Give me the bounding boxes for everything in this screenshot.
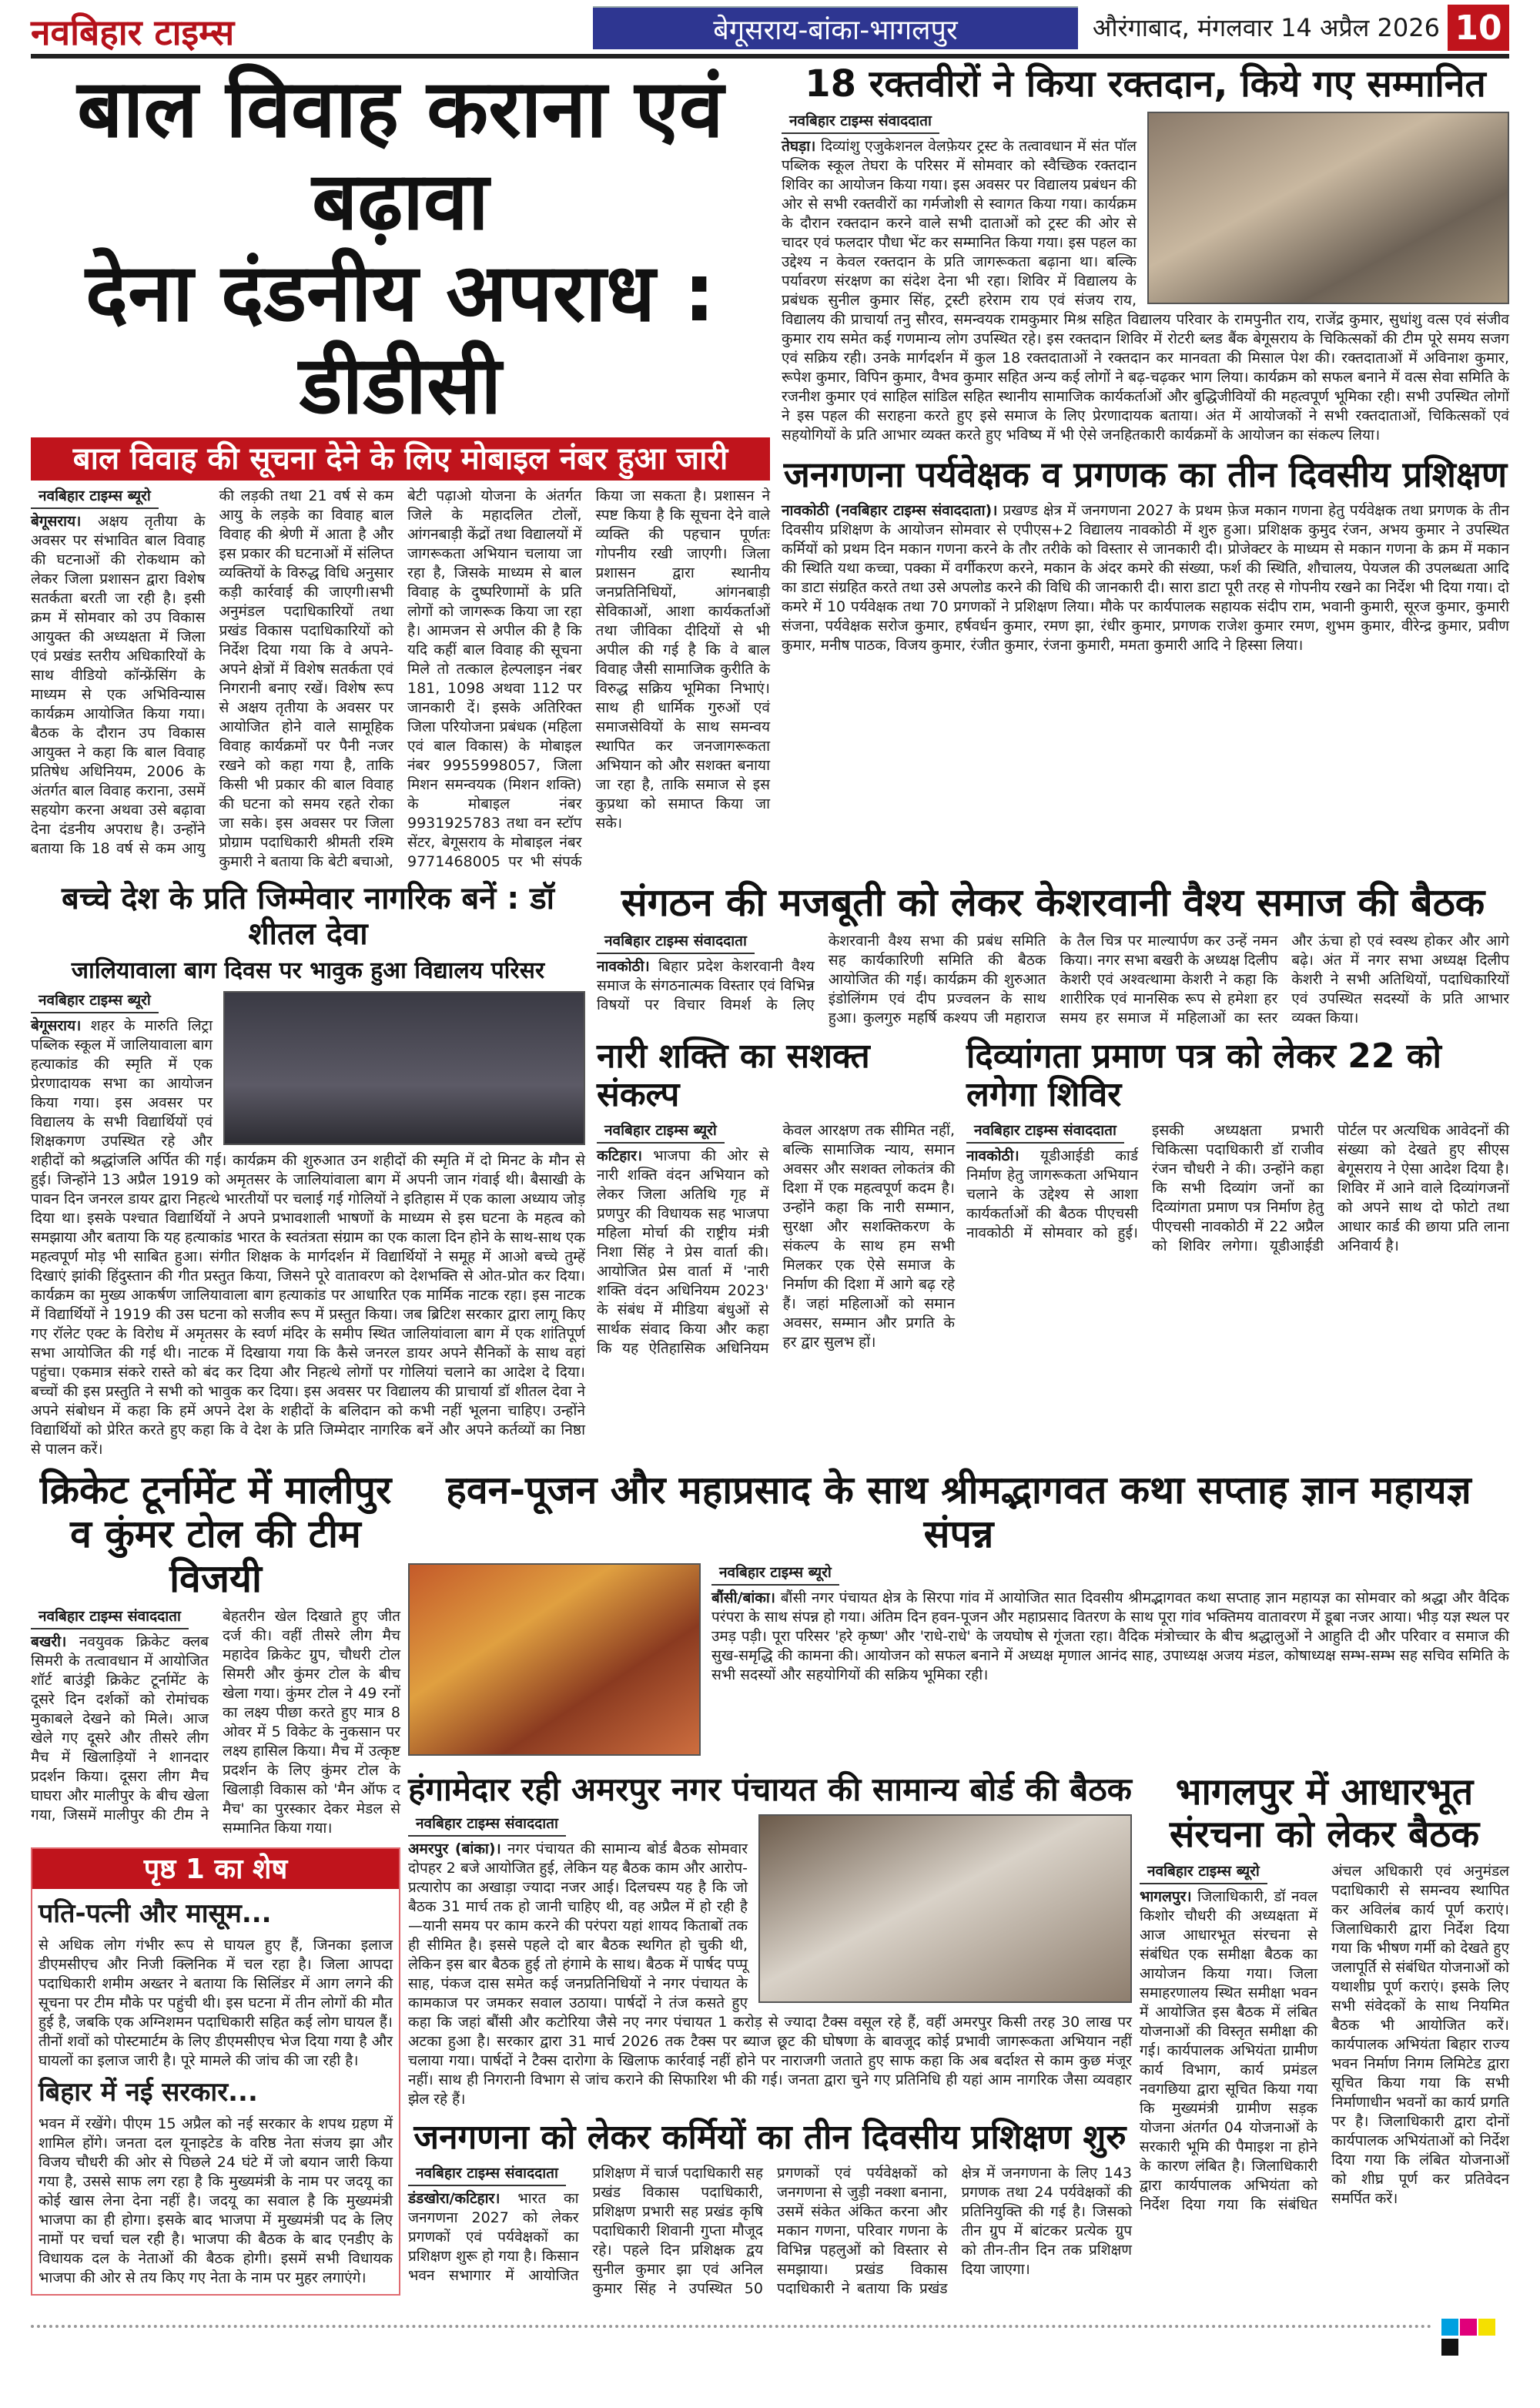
vaishya-headline: संगठन की मजबूती को लेकर केशरवानी वैश्य समाज की बैठक	[621, 880, 1485, 926]
cmyk-registration-marks	[1440, 2319, 1509, 2359]
continuation-text-2: भवन में रखेंगे। पीएम 15 अप्रैल को नई सरकार के शपथ ग्रहण में शामिल होंगे। जनता दल यूनाइटेड के वरिष्ठ नेता संजय झा और विजय चौधरी की ओर से पिछले 24 घंटे में जो बयान जारी किया गया है, उससे साफ लग रहा है कि मुख्यमंत्री के नाम पर जदयू का कोई खास लेना देना नहीं है। जदयू का सवाल है कि मुख्यमंत्री भाजपा का ही होगा। इसके बाद भाजपा में मुख्यमंत्री पद के लिए नामों पर चर्चा चल रही है। भाजपा की बैठक के बाद एनडीए के विधायक दल के नेताओं की बैठक होगी। इसमें सभी विधायक भाजपा की ओर से तय किए गए नेता के नाम पर मुहर लगाएंगे।	[38, 2115, 393, 2286]
article-text: यूडीआईडी कार्ड निर्माण हेतु जागरूकता अभियान चलाने के उद्देश्य से आशा कार्यकर्ताओं की बैठक पीएचसी नावकोठी में सोमवार को हुई। इसकी अध्यक्षता प्रभारी चिकित्सा पदाधिकारी डॉ राजीव रंजन चौधरी ने की। उन्होंने कहा कि सभी दिव्यांग जनों का दिव्यांगता प्रमाण पत्र निर्माण हेतु पीएचसी नावकोठी में 22 अप्रैल को शिविर लगेगा। यूडीआईडी पोर्टल पर अत्यधिक आवेदनों की संख्या को देखते हुए सीएस बेगूसराय ने ऐसा आदेश दिया है। शिविर में आने वाले दिव्यांगजनों को अपने साथ दो फोटो तथा आधार कार्ड की छाया प्रति लाना अनिवार्य है।	[966, 1122, 1509, 1255]
census-body	[782, 501, 1509, 655]
masthead-rule	[31, 54, 1509, 59]
cricket-article	[31, 1469, 400, 1839]
vaishya-article	[597, 881, 1509, 1028]
blood-headline: 18 रक्तवीरों ने किया रक्तदान, किये गए सम्मानित	[805, 62, 1486, 105]
jallianwala-headline: बच्चे देश के प्रति जिम्मेवार नागरिक बनें : डॉ शीतल देवा	[61, 881, 554, 953]
continuation-title: पृष्ठ 1 का शेष	[32, 1849, 399, 1889]
article-text: नगर पंचायत की सामान्य बोर्ड बैठक सोमवार दोपहर 2 बजे आयोजित हुई, लेकिन यह बैठक काम और आरोप-प्रत्यारोप का अखाड़ा ज्यादा नजर आई। दिलचस्प यह है कि जो बैठक 31 मार्च तक हो जानी चाहिए थी, वह अप्रैल में हो रही है—यानी समय पर काम करने की परंपरा यहां शायद किताबों तक ही सीमित है। इससे पहले दो बार बैठक स्थगित हो चुकी थी, लेकिन इस बार बैठक हुई तो हंगामे के साथ। बैठक में पार्षद पप्पू साह, पंकज दास समेत कई जनप्रतिनिधियों ने नगर पंचायत के कामकाज पर जमकर सवाल उठाया। पार्षदों ने तंज कसते हुए कहा कि जहां बौंसी और कटोरिया जैसे नए नगर पंचायत 1 करोड़ से ज्यादा टैक्स वसूल रहे हैं, वहीं अमरपुर किसी तरह 30 लाख पर अटका हुआ है। सरकार द्वारा 31 मार्च 2026 तक टैक्स पर ब्याज छूट की घोषणा के बावजूद कोई प्रभावी जागरूकता अभियान नहीं चलाया गया। पार्षदों ने टैक्स दारोगा के खिलाफ कार्रवाई नहीं होने पर नाराजगी जताते हुए साफ कहा कि अब बर्दाश्त से काम कुछ मंजूर नहीं। साथ ही निगरानी विभाग से जांच कराने की सिफारिश भी की गई। जनता द्वारा चुने गए प्रतिनिधि ही यहां आम नागरिक जैसा व्यवहार झेल रहे हैं।	[408, 1840, 1132, 2108]
havan-body	[408, 1563, 1509, 1762]
bhagalpur-body	[1140, 1862, 1509, 2215]
amarpur-headline: हंगामेदार रही अमरपुर नगर पंचायत की सामान्य बोर्ड की बैठक	[408, 1770, 1132, 1808]
continuation-box	[31, 1847, 400, 2296]
cricket-headline: क्रिकेट टूर्नामेंट में मालीपुर व कुंमर टोल की टीम विजयी	[39, 1467, 392, 1601]
dateline-place: तेघड़ा।	[782, 138, 816, 156]
article-text: नवयुवक क्रिकेट क्लब सिमरी के तत्वावधान में आयोजित शॉर्ट बाउंड्री क्रिकेट टूर्नामेंट के दूसरे दिन दर्शकों को रोमांचक मुकाबले देखने को मिले। आज खेले गए दूसरे और तीसरे लीग मैच में खिलाड़ियों ने शानदार प्रदर्शन किया। दूसरा लीग मैच घाघरा और मालीपुर के बीच खेला गया, जिसमें मालीपुर की टीम ने बेहतरीन खेल दिखाते हुए जीत दर्ज की। वहीं तीसरे लीग मैच महादेव क्रिकेट ग्रुप, चौधरी टोल सिमरी और कुंमर टोल के बीच खेला गया। कुंमर टोल ने 49 रनों का लक्ष्य पीछा करते हुए मात्र 8 ओवर में 5 विकेट के नुकसान पर लक्ष्य हासिल किया। मैच में उत्कृष्ट प्रदर्शन के लिए कुंमर टोल के खिलाड़ी विकास को 'मैन ऑफ द मैच' का पुरस्कार देकर मेडल से सम्मानित किया गया।	[31, 1608, 400, 1837]
divyang-headline: दिव्यांगता प्रमाण पत्र को लेकर 22 को लगेगा शिविर	[966, 1036, 1441, 1115]
havan-headline: हवन-पूजन और महाप्रसाद के साथ श्रीमद्भागवत कथा सप्ताह ज्ञान महायज्ञ संपन्न	[446, 1467, 1471, 1557]
census-headline: जनगणना पर्यवेक्षक व प्रगणक का तीन दिवसीय प्रशिक्षण	[783, 454, 1508, 496]
dateline-place: भागलपुर।	[1140, 1888, 1192, 1906]
continuation-subhead-1: पति-पत्नी और मासूम...	[38, 1898, 272, 1930]
article-text: शहर के मारुति लिट्रा पब्लिक स्कूल में जालियावाला बाग हत्याकांड की स्मृति में एक प्रेरणादायक सभा का आयोजन किया गया। इस अवसर पर विद्यालय के सभी विद्यार्थियों एवं शिक्षकगण उपस्थित रहे और शहीदों को श्रद्धांजलि अर्पित की गई। कार्यक्रम की शुरुआत उन शहीदों की स्मृति में दो मिनट के मौन से हुई। जिन्होंने 13 अप्रैल 1919 को अमृतसर के जालियांवाला बाग में अपनी जान गंवाई थी। बैसाखी के पावन दिन जनरल डायर द्वारा निहत्थे भारतीयों पर चलाई गई गोलियों ने इतिहास में एक काला अध्याय जोड़ दिया था। इसके पश्चात विद्यार्थियों ने अपने प्रभावशाली भाषणों के माध्यम से इस घटना के महत्व को समझाया और बताया कि यह हत्याकांड भारत के स्वतंत्रता संग्राम का एक काला दिन होने के साथ-साथ एक महत्वपूर्ण मोड़ भी साबित हुआ। संगीत शिक्षक के मार्गदर्शन में विद्यार्थियों ने समूह में आओ बच्चे तुम्हें दिखाएं झांकी हिंदुस्तान की गीत प्रस्तुत किया, जिसने पूरे वातावरण को देशभक्ति से ओत-प्रोत कर दिया। कार्यक्रम का मुख्य आकर्षण जालियावाला बाग हत्याकांड पर आधारित एक मार्मिक नाटक रहा। इस नाटक में विद्यार्थियों ने 1919 की उस घटना को सजीव रूप में प्रस्तुत किया। जब ब्रिटिश सरकार द्वारा लागू किए गए रॉलेट एक्ट के विरोध में अमृतसर के स्वर्ण मंदिर के समीप स्थित जालियांवाला बाग में एक शांतिपूर्ण सभा आयोजित की गई थी। नाटक में दिखाया गया कि कैसे जनरल डायर अपने सैनिकों के साथ वहां पहुंचा। एकमात्र संकरे रास्ते को बंद कर दिया और निहत्थे लोगों पर गोलियां चलाने का आदेश दे दिया। बच्चों की इस प्रस्तुति ने सभी को भावुक कर दिया। इस अवसर पर विद्यालय की प्राचार्या डॉ शीतल देवा ने अपने संबोधन में कहा कि हमें अपने देश के शहीदों के बलिदान को कभी नहीं भूलना चाहिए। उन्होंने विद्यार्थियों को प्रेरित करते हुए कहा कि वे देश के प्रति जिम्मेदार नागरिक बनें और अपने कर्तव्यों का निष्ठा से पालन करें।	[31, 1016, 585, 1458]
dateline-place: बखरी।	[31, 1633, 67, 1651]
article-text: अक्षय तृतीया के अवसर पर संभावित बाल विवाह की घटनाओं की रोकथाम को लेकर जिला प्रशासन द्वारा विशेष सतर्कता बरती जा रही है। इसी क्रम में सोमवार को उप विकास आयुक्त की अध्यक्षता में जिला एवं प्रखंड स्तरीय अधिकारियों के साथ वीडियो कॉन्फ्रेंसिंग के माध्यम से एक अभिविन्यास कार्यक्रम आयोजित किया गया। बैठक के दौरान उप विकास आयुक्त ने कहा कि बाल विवाह प्रतिषेध अधिनियम, 2006 के अंतर्गत बाल विवाह कराना, उसमें सहयोग करना अथवा उसे बढ़ावा देना दंडनीय अपराध है। उन्होंने बताया कि 18 वर्ष से कम आयु की लड़की तथा 21 वर्ष से कम आयु के लड़के का विवाह बाल विवाह की श्रेणी में आता है और इस प्रकार की घटनाओं में संलिप्त व्यक्तियों के विरुद्ध विधि अनुसार कड़ी कार्रवाई की जाएगी।सभी अनुमंडल पदाधिकारियों तथा प्रखंड विकास पदाधिकारियों को निर्देश दिया गया कि वे अपने-अपने क्षेत्रों में विशेष सतर्कता एवं निगरानी बनाए रखें। विशेष रूप से अक्षय तृतीया के अवसर पर आयोजित होने वाले सामूहिक विवाह कार्यक्रमों पर पैनी नजर रखने को कहा गया है, ताकि किसी भी प्रकार की बाल विवाह की घटना को समय रहते रोका जा सके। इस अवसर पर जिला प्रोग्राम पदाधिकारी श्रीमती रश्मि कुमारी ने बताया कि बेटी बचाओ, बेटी पढ़ाओ योजना के अंतर्गत जिले के महादलित टोलों, आंगनबाड़ी केंद्रों तथा विद्यालयों में जागरूकता अभियान चलाया जा रहा है, जिसके माध्यम से बाल विवाह के दुष्परिणामों के प्रति लोगों को जागरूक किया जा रहा है। आमजन से अपील की है कि यदि कहीं बाल विवाह की सूचना मिले तो तत्काल हेल्पलाइन नंबर 181, 1098 अथवा 112 पर जानकारी दें। इसके अतिरिक्त जिला परियोजना प्रबंधक (महिला एवं बाल विकास) के मोबाइल नंबर 9955998057, जिला मिशन समन्वयक (मिशन शक्ति) के मोबाइल नंबर 9931925783 तथा वन स्टॉप सेंटर, बेगूसराय के मोबाइल नंबर 9771468005 पर भी संपर्क किया जा सकता है। प्रशासन ने स्पष्ट किया है कि सूचना देने वाले व्यक्ति की पहचान पूर्णतः गोपनीय रखी जाएगी। जिला प्रशासन द्वारा स्थानीय जनप्रतिनिधियों, आंगनबाड़ी सेविकाओं, आशा कार्यकर्ताओं तथा जीविका दीदियों से भी अपील की गई है कि वे बाल विवाह जैसी सामाजिक कुरीति के विरुद्ध सक्रिय भूमिका निभाएं। साथ ही धार्मिक गुरुओं एवं समाजसेवियों के साथ समन्वय स्थापित कर जनजागरूकता अभियान को और सशक्त बनाया जा रहा है, ताकि समाज से इस कुप्रथा को समाप्त किया जा सके।	[31, 487, 770, 871]
amarpur-body	[408, 1814, 1132, 2109]
divyang-body	[966, 1121, 1509, 1256]
devotees-photo	[408, 1563, 701, 1756]
amarpur-article	[408, 1771, 1132, 2109]
havan-article	[408, 1469, 1509, 1762]
article-text: दिव्यांशु एजुकेशनल वेलफ़ेयर ट्रस्ट के तत्वावधान में संत पॉल पब्लिक स्कूल तेघरा के परिसर में सोमवार को स्वैच्छिक रक्तदान शिविर का आयोजन किया गया। इस अवसर पर विद्यालय प्रबंधन की ओर से सभी रक्तवीरों का गर्मजोशी से स्वागत किया गया। कार्यक्रम के दौरान रक्तदान करने वाले सभी दाताओं को ट्रस्ट की ओर से चादर एवं फलदार पौधा भेंट कर सम्मानित किया गया। इस पहल का उद्देश्य न केवल रक्तदान के प्रति जागरूकता बढ़ाना था। बल्कि पर्यावरण संरक्षण का संदेश देना भी रहा। शिविर में विद्यालय के प्रबंधक सुनील कुमार सिंह, ट्रस्टी हरेराम राय एवं संजय राय, विद्यालय की प्राचार्या तनु सौरव, समन्वयक रामकुमार मिश्र सहित विद्यालय परिवार के रामपुनीत राय, राजेंद्र कुमार, सुधांशु वत्स एवं संजीव कुमार राय समेत कई गणमान्य लोग उपस्थित रहे। इस रक्तदान शिविर में रोटरी ब्लड बैंक बेगूसराय के चिकित्सकों की टीम पूरे समय सजग एवं सक्रिय रही। उनके मार्गदर्शन में कुल 18 रक्तदाताओं ने रक्तदान कर मानवता की मिसाल पेश की। रक्तदाताओं में अविनाश कुमार, रूपेश कुमार, विपिन कुमार, वैभव कुमार सहित अन्य कई लोगों ने बढ़-चढ़कर भाग लिया। कार्यक्रम को सफल बनाने में वत्स सेवा समिति के रजनीश कुमार एवं साहिल सांडिल सहित स्थानीय सामाजिक कार्यकर्ताओं और बुद्धिजीवियों की महत्वपूर्ण भूमिका रही। सभी उपस्थित लोगों ने इस पहल की सराहना करते हुए इसे समाज के लिए प्रेरणादायक बताया। अंत में आयोजकों ने सभी रक्तदाताओं, चिकित्सकों एवं सहयोगियों के प्रति आभार व्यक्त करते हुए भविष्य में भी ऐसे जनहितकारी कार्यक्रमों के आयोजन का संकल्प लिया।	[782, 138, 1509, 444]
continuation-text-1: से अधिक लोग गंभीर रूप से घायल हुए हैं, जिनका इलाज डीएमसीएच और निजी क्लिनिक में चल रहा है। जिला आपदा पदाधिकारी शमीम अख्तर ने बताया कि सिलिंडर में आग लगने की सूचना पर टीम मौके पर पहुंची थी। इस घटना में तीन लोगों की मौत हुई है, जबकि एक अग्निशमन पदाधिकारी सहित कई लोग घायल हैं। तीनों शवों को पोस्टमार्टम के लिए डीएमसीएच भेज दिया गया है और घायलों का इलाज जारी है। पूरे मामले की जांच की जा रही है।	[38, 1937, 393, 2070]
dateline-place: बौंसी/बांका।	[711, 1589, 775, 1606]
footer-dotted-rule	[31, 2325, 1432, 2328]
jallianwala-body	[31, 991, 585, 1459]
continuation-subhead-2: बिहार में नई सरकार...	[38, 2077, 258, 2108]
right-column-middle	[597, 881, 1509, 1358]
lead-headline-line2: देना दंडनीय अपराध : डीडीसी	[85, 246, 715, 432]
byline: नवबिहार टाइम्स संवाददाता	[782, 112, 939, 134]
right-column-bottom	[408, 1469, 1509, 2308]
vaishya-body	[597, 932, 1509, 1028]
nari-headline: नारी शक्ति का सशक्त संकल्प	[597, 1036, 870, 1115]
school-event-photo	[223, 991, 585, 1145]
jallianwala-subheadline: जालियावाला बाग दिवस पर भावुक हुआ विद्यालय परिसर	[71, 957, 545, 985]
blood-body	[782, 112, 1509, 445]
blood-article	[782, 63, 1509, 445]
dateline-place: बेगूसराय।	[31, 1016, 82, 1034]
newspaper-logo: नवबिहार टाइम्स	[31, 12, 235, 53]
byline: नवबिहार टाइम्स ब्यूरो	[711, 1563, 839, 1586]
dateline-place: अमरपुर (बांका)।	[408, 1840, 501, 1858]
lead-banner: बाल विवाह की सूचना देने के लिए मोबाइल नंबर हुआ जारी	[31, 437, 770, 481]
dateline-place: कटिहार।	[597, 1147, 643, 1165]
lead-article	[31, 63, 770, 872]
nari-body	[597, 1121, 955, 1358]
print-footer	[31, 2317, 1509, 2340]
nari-article	[597, 1037, 955, 1358]
byline: नवबिहार टाइम्स संवाददाता	[408, 1814, 566, 1837]
article-text: प्रखण्ड क्षेत्र में जनगणना 2027 के प्रथम फ़ेज मकान गणना हेतु पर्यवेक्षक तथा प्रगणक के तीन दिवसीय प्रशिक्षण के आयोजन सोमवार से एपीएस+2 विद्यालय नावकोठी में शुरु हुआ। प्रशिक्षक कुमुद रंजन, अभय कुमार ने उपस्थित कर्मियों को प्रथम दिन मकान गणना करने के तौर तरीके को विस्तार से जानकारी दी। प्रोजेक्टर के माध्यम से मकान गणना के क्रम में मकान की स्थिति यथा कच्चा, पक्का में वर्गीकरण करने, मकान के अंदर कमरे की संख्या, फर्श की स्थिति, शौचालय, पेयजल की उपलब्धता आदि का डाटा संग्रहित करते तथा उसे अपलोड करने की विधि की जानकारी दी। सारा डाटा पूरी तरह से गोपनीय रखने का निर्देश भी दिया गया। दो कमरे में 10 पर्यवेक्षक तथा 70 प्रगणकों ने प्रशिक्षण लिया। मौके पर कार्यपालक सहायक संदीप राम, भवानी कुमारी, सूरज कुमार, कुमारी संजना, पर्यवेक्षक सरोज कुमार, हर्षवर्धन कुमार, रमण झा, रंधीर कुमार, प्रगणक राजेश कुमार रमण, शुभम कुमार, वीरेन्द्र कुमार, प्रवीण कुमार, मनीष पाठक, विजय कुमार, रंजीत कुमार, रंजना कुमारी, ममता कुमारी आदि ने हिस्सा लिया।	[782, 502, 1509, 655]
jallianwala-article	[31, 881, 585, 1459]
dateline: औरंगाबाद, मंगलवार 14 अप्रैल 2026	[1092, 13, 1440, 42]
divyang-article	[966, 1037, 1509, 1256]
article-text: भाजपा की ओर से नारी शक्ति वंदन अभियान को लेकर जिला अतिथि गृह में प्रणपुर की विधायक सह भाजपा महिला मोर्चा की राष्ट्रीय मंत्री निशा सिंह ने प्रेस वार्ता की। आयोजित प्रेस वार्ता में 'नारी शक्ति वंदन अधिनियम 2023' के संबंध में मीडिया बंधुओं से सार्थक संवाद किया और कहा कि यह ऐतिहासिक अधिनियम केवल आरक्षण तक सीमित नहीं, बल्कि सामाजिक न्याय, समान अवसर और सशक्त लोकतंत्र की दिशा में एक महत्वपूर्ण कदम है। उन्होंने कहा कि नारी सम्मान, सुरक्षा और सशक्तिकरण के संकल्प के साथ हम सभी मिलकर एक ऐसे समाज के निर्माण की दिशा में आगे बढ़ रहे हैं। जहां महिलाओं को समान अवसर, सम्मान और प्रगति के हर द्वार सुलभ हों।	[597, 1122, 955, 1358]
row-bottom	[31, 1469, 1509, 2308]
amarpur-bhagalpur-row	[408, 1771, 1509, 2308]
byline: नवबिहार टाइम्स ब्यूरो	[1140, 1862, 1267, 1884]
blood-donation-photo	[1147, 112, 1509, 304]
article-text: बौंसी नगर पंचायत क्षेत्र के सिरपा गांव में आयोजित सात दिवसीय श्रीमद्भागवत कथा सप्ताह ज्ञान महायज्ञ का सोमवार को श्रद्धा और वैदिक परंपरा के साथ संपन्न हो गया। अंतिम दिन हवन-पूजन और महाप्रसाद वितरण के साथ पूरा गांव भक्तिमय वातावरण में डूबा नजर आया। भीड़ यज्ञ स्थल पर उमड़ पड़ी। पूरा परिसर 'हरे कृष्ण' और 'राधे-राधे' के जयघोष से गूंजता रहा। वैदिक मंत्रोच्चार के बीच श्रद्धालुओं ने आहुति दी और परिवार व समाज की सुख-समृद्धि की कामना की। आयोजन को सफल बनाने में अध्यक्ष मृणाल आनंद साह, उपाध्यक्ष अजय मंडल, कोषाध्यक्ष सम्भ-सम्भ सह सचिव समिति के सभी सदस्यों और सहयोगियों की सक्रिय भूमिका रही।	[711, 1589, 1509, 1683]
training-body	[408, 2164, 1132, 2299]
masthead	[31, 0, 1509, 63]
board-meeting-photo	[758, 1814, 1132, 2003]
dateline-place: नावकोठी।	[597, 957, 650, 975]
bhagalpur-article	[1140, 1771, 1509, 2215]
byline: नवबिहार टाइम्स ब्यूरो	[31, 487, 159, 509]
census-article	[782, 454, 1509, 655]
edition-region: बेगूसराय-बांका-भागलपुर	[593, 6, 1078, 49]
bhagalpur-headline-line1: भागलपुर में आधारभूत	[1175, 1770, 1474, 1814]
dateline-place: डंडखोरा/कटिहार।	[408, 2189, 500, 2207]
right-column-top	[782, 63, 1509, 665]
row-middle	[31, 881, 1509, 1459]
left-column-bottom	[31, 1469, 400, 2296]
article-text: जिलाधिकारी, डॉ नवल किशोर चौधरी की अध्यक्षता में आज आधारभूत संरचना से संबंधित एक समीक्षा बैठक का आयोजन किया गया। जिला समाहरणालय स्थित समीक्षा भवन में आयोजित इस बैठक में लंबित योजनाओं की विस्तृत समीक्षा की गई। कार्यपालक अभियंता ग्रामीण कार्य विभाग, कार्य प्रमंडल नवगछिया द्वारा सूचित किया गया कि मुख्यमंत्री ग्रामीण सड़क योजना अंतर्गत 04 योजनाओं के सरकारी भूमि की पैमाइश ना होने के कारण लंबित है। जिलाधिकारी द्वारा कार्यपालक अभियंता को निर्देश दिया गया कि संबंधित अंचल अधिकारी एवं अनुमंडल पदाधिकारी से समन्वय स्थापित कर अविलंब कार्य पूर्ण कराएं। जिलाधिकारी द्वारा निर्देश दिया गया कि भीषण गर्मी को देखते हुए जलापूर्ति से संबंधित योजनाओं को यथाशीघ्र पूर्ण कराएं। इसके लिए सभी संवेदकों के साथ नियमित बैठक भी आयोजित करें। कार्यपालक अभियंता बिहार राज्य भवन निर्माण निगम लिमिटेड द्वारा सूचित किया गया कि सभी निर्माणाधीन भवनों का कार्य प्रगति पर है। जिलाधिकारी द्वारा दोनों कार्यपालक अभियंताओं को निर्देश दिया गया कि लंबित योजनाओं को शीघ्र पूर्ण कर प्रतिवेदन समर्पित करें।	[1140, 1863, 1510, 2214]
dateline-place: बेगूसराय।	[31, 513, 82, 531]
byline: नवबिहार टाइम्स संवाददाता	[966, 1121, 1124, 1144]
byline: नवबिहार टाइम्स संवाददाता	[31, 1607, 189, 1629]
dateline-place: नावकोठी (नवबिहार टाइम्स संवाददाता)।	[782, 502, 998, 520]
byline: नवबिहार टाइम्स संवाददाता	[597, 932, 755, 954]
article-text: भारत का जनगणना 2027 को लेकर प्रगणकों एवं पर्यवेक्षकों का प्रशिक्षण शुरू हो गया है। किसान भवन सभागार में आयोजित प्रशिक्षण में चार्ज पदाधिकारी सह प्रखंड विकास पदाधिकारी, प्रशिक्षण प्रभारी सह प्रखंड कृषि पदाधिकारी शिवानी गुप्ता मौजूद रहे। पहले दिन प्रशिक्षक द्वय सुनील कुमार झा एवं अनिल कुमार सिंह ने उपस्थित 50 प्रगणकों एवं पर्यवेक्षकों को जनगणना से जुड़ी नक्शा बनाना, उसमें संकेत अंकित करना और मकान गणना, परिवार गणना के विभिन्न पहलुओं को विस्तार से समझाया। प्रखंड विकास पदाधिकारी ने बताया कि प्रखंड क्षेत्र में जनगणना के लिए 143 प्रगणक तथा 24 पर्यवेक्षकों की प्रतिनियुक्ति की गई है। जिसको तीन ग्रुप में बांटकर प्रत्येक ग्रुप को तीन-तीन दिन तक प्रशिक्षण दिया जाएगा।	[408, 2164, 1132, 2297]
row-top	[31, 63, 1509, 872]
byline: नवबिहार टाइम्स ब्यूरो	[597, 1121, 725, 1144]
lead-headline-line1: बाल विवाह कराना एवं बढ़ावा	[77, 62, 724, 248]
page-number: 10	[1448, 5, 1509, 51]
bhagalpur-headline	[1140, 1771, 1509, 1856]
article-text: बिहार प्रदेश केशरवानी वैश्य समाज के संगठनात्मक विस्तार एवं विभिन्न विषयों पर विचार विमर्श के लिए केशरवानी वैश्य सभा की प्रबंध समिति सह कार्यकारिणी समिति की बैठक आयोजित की गई। कार्यक्रम की शुरुआत इंडोलिंगम एवं दीप प्रज्वलन के साथ हुआ। कुलगुरु महर्षि कश्यप जी महाराज के तैल चित्र पर माल्यार्पण कर उन्हें नमन किया। नगर सभा बखरी के अध्यक्ष दिलीप केशरी एवं अश्वत्थामा केशरी ने कहा कि शारीरिक एवं मानसिक रूप से हमेशा हर समय हर समाज में महिलाओं का स्तर और ऊंचा हो एवं स्वस्थ होकर और आगे बढ़े। अंत में नगर सभा अध्यक्ष दिलीप केशरी ने सभी अतिथियों, पदाधिकारियों एवं उपस्थित सदस्यों के प्रति आभार व्यक्त किया।	[597, 932, 1509, 1026]
byline: नवबिहार टाइम्स संवाददाता	[408, 2164, 566, 2186]
dateline-place: नावकोठी।	[966, 1147, 1019, 1165]
amarpur-training-column	[408, 1771, 1132, 2308]
bhagalpur-headline-line2: संरचना को लेकर बैठक	[1169, 1813, 1480, 1857]
training-article	[408, 2118, 1132, 2299]
cricket-body	[31, 1607, 400, 1838]
byline: नवबिहार टाइम्स ब्यूरो	[31, 991, 159, 1013]
nari-divyang-row	[597, 1037, 1509, 1358]
lead-body	[31, 487, 770, 872]
training-headline: जनगणना को लेकर कर्मियों का तीन दिवसीय प्रशिक्षण शुरु	[413, 2118, 1127, 2158]
lead-headline	[31, 63, 770, 431]
